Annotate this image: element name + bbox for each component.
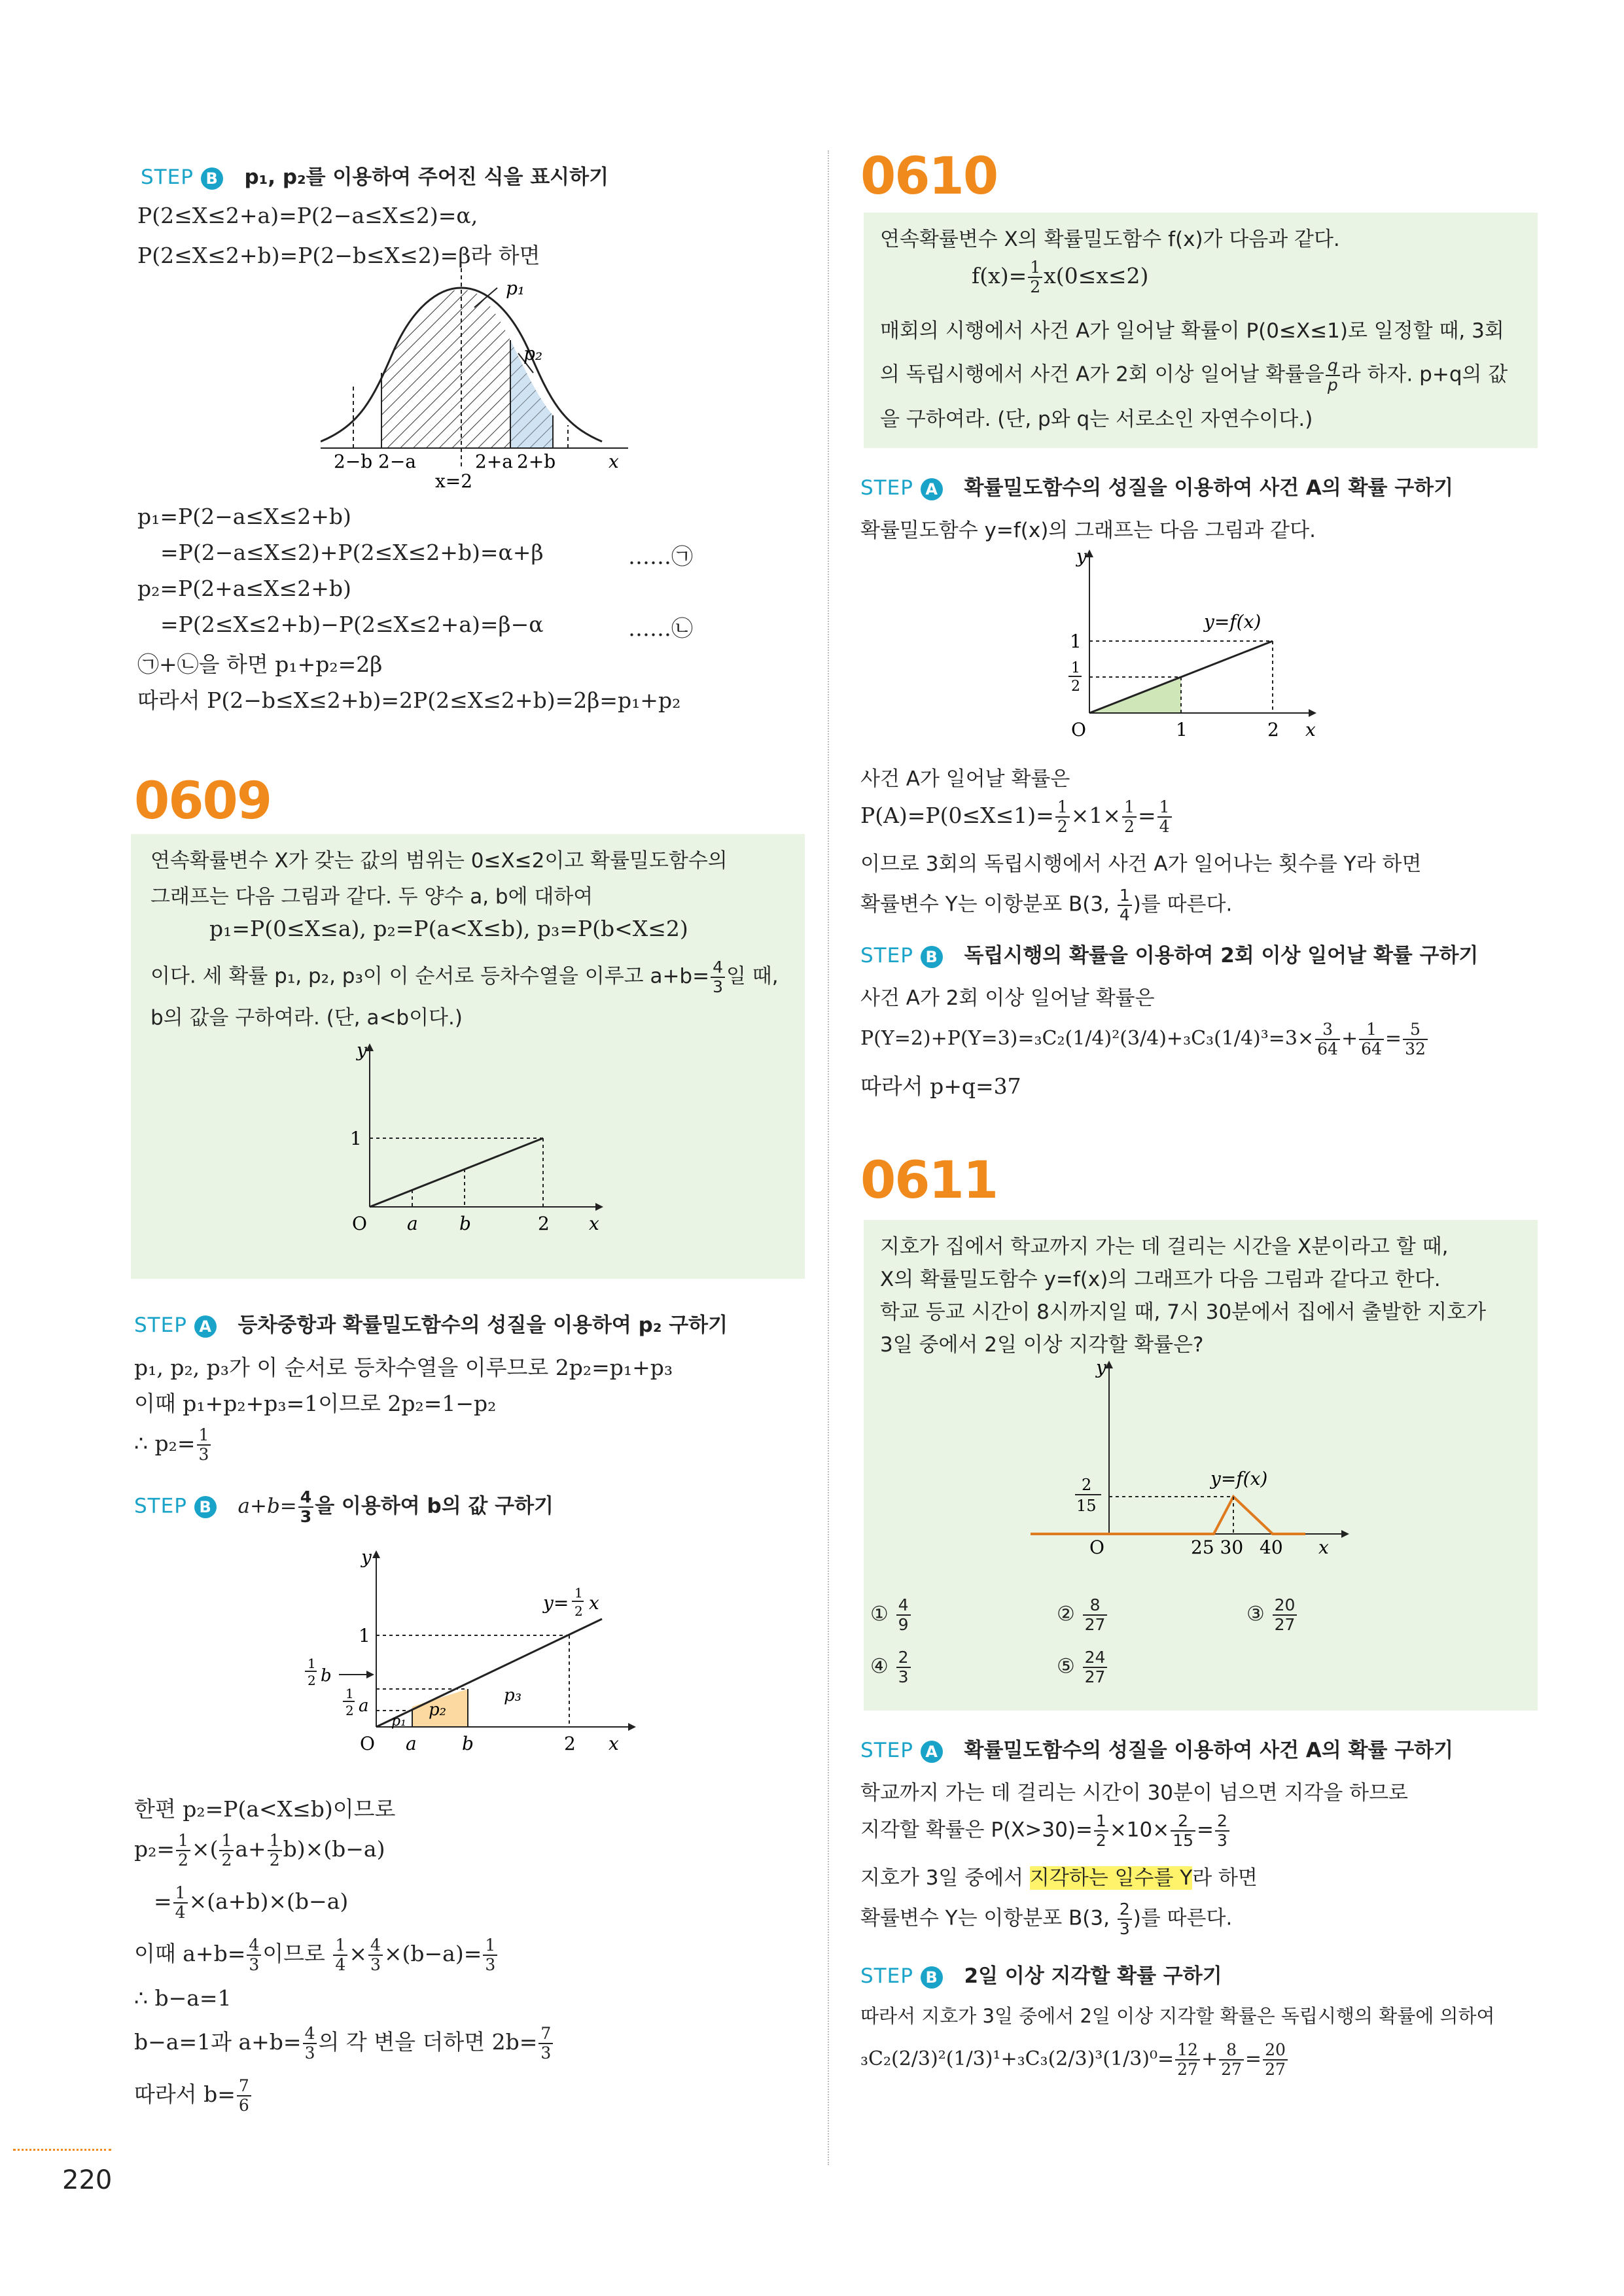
label-p1: p₁ [391, 1713, 406, 1730]
problem-number: 0611 [860, 1151, 998, 1210]
tick-2: 2 [1267, 719, 1279, 740]
step-title: 확률밀도함수의 성질을 이용하여 사건 A의 확률 구하기 [964, 476, 1454, 500]
denominator: 3 [300, 1507, 312, 1526]
page-number-rule [13, 2149, 111, 2151]
text-span: 확률변수 Y는 이항분포 B(3, [860, 892, 1110, 916]
tick-2: 2 [538, 1213, 550, 1234]
tick-d: 15 [1076, 1497, 1097, 1515]
numerator: 2 [1171, 1812, 1195, 1832]
normal-curve-graph [321, 268, 648, 510]
problem-text: 지호가 집에서 학교까지 가는 데 걸리는 시간을 X분이라고 할 때, [880, 1235, 1449, 1259]
denominator: 3 [304, 2044, 315, 2062]
arrow [366, 1671, 374, 1679]
problem-text: p₁=P(0≤X≤a), p₂=P(a<X≤b), p₃=P(b<X≤2) [209, 916, 688, 941]
numerator: 1 [483, 1936, 497, 1956]
problem-text: b의 값을 구하여라. (단, a<b이다.) [150, 1006, 463, 1030]
step-label: STEP [860, 1739, 913, 1762]
y-label: y [1096, 1357, 1106, 1378]
equation-line: ㉠+㉡을 하면 p₁+p₂=2β [137, 652, 383, 677]
denominator: 3 [898, 1667, 909, 1686]
choice-mark: ② [1057, 1602, 1075, 1626]
denominator: 4 [1159, 817, 1170, 836]
numerator: 1 [176, 1832, 190, 1851]
equation-line: =P(2−a≤X≤2)+P(2≤X≤2+b)=α+β [160, 540, 544, 565]
step-badge: A [921, 478, 943, 500]
x-label: x [609, 1733, 619, 1754]
linear-density-graph [334, 1037, 609, 1253]
problem-number: 0610 [860, 147, 998, 206]
denominator: 3 [485, 1955, 496, 1974]
tick-2-b: 2−b [334, 451, 373, 472]
numerator: 1 [1359, 1020, 1384, 1040]
equation-line [134, 2077, 253, 2115]
denominator: 3 [1119, 1919, 1130, 1938]
step-b-header [860, 939, 1478, 968]
fraction [1094, 1812, 1108, 1850]
problem-text: 그래프는 다음 그림과 같다. 두 양수 a, b에 대하여 [150, 885, 593, 909]
denominator: 3 [370, 1955, 381, 1974]
step-label: STEP [860, 944, 913, 967]
numerator: 2 [896, 1648, 911, 1668]
text-span: )를 따른다. [1133, 1906, 1233, 1930]
text-span: p₂= [134, 1836, 175, 1862]
equation-line: p₁=P(2−a≤X≤2+b) [137, 504, 351, 529]
tick-1: 1 [350, 1128, 362, 1149]
fraction [1273, 1596, 1297, 1634]
text-line: 이므로 3회의 독립시행에서 사건 A가 일어나는 횟수를 Y라 하면 [860, 852, 1422, 876]
fraction [538, 2025, 553, 2062]
text-span: 확률변수 Y는 이항분포 B(3, [860, 1906, 1110, 1930]
tick-1: 1 [1176, 719, 1188, 740]
choice-2[interactable] [1057, 1596, 1108, 1634]
numerator: 4 [711, 958, 725, 978]
tick-25-30: 25 30 [1191, 1537, 1244, 1558]
step-title: 을 이용하여 b의 값 구하기 [315, 1494, 554, 1518]
numerator: 2 [1215, 1812, 1229, 1832]
step-title: 2일 이상 지각할 확률 구하기 [964, 1964, 1222, 1988]
numerator: 1 [1118, 886, 1132, 906]
problem-text: 연속확률변수 X의 확률밀도함수 f(x)가 다음과 같다. [880, 228, 1340, 251]
step-title-math: a+b= [238, 1494, 297, 1518]
fraction [483, 1936, 497, 1974]
equation-line: 한편 p₂=P(a<X≤b)이므로 [134, 1796, 396, 1822]
origin: O [352, 1213, 367, 1234]
numerator: 1 [197, 1426, 211, 1446]
equation-line [154, 1884, 348, 1922]
tick-half-b: b [321, 1666, 332, 1686]
numerator: 24 [1083, 1648, 1108, 1668]
frac-half-d: 2 [308, 1673, 316, 1688]
text-span: 이므로 [262, 1941, 325, 1966]
equation-line: P(A)=P(0≤X≤1)= $\frac{1}{2}$ ×1× $\frac{1}{2}$ = $\frac{1}{4}$ [860, 798, 1173, 836]
problem-text [880, 357, 1508, 394]
arrow [1341, 1530, 1349, 1538]
text-span: ∴ p₂= [134, 1431, 196, 1456]
label-p1: p₁ [506, 277, 525, 299]
text-line: 따라서 지호가 3일 중에서 2일 이상 지각할 확률은 독립시행의 확률에 의하여 [860, 2005, 1495, 2027]
text-line: 지각할 확률은 P(X>30)= $\frac{1}{2}$ ×10× $\frac{2}{15}$ = $\frac{2}{3}$ [860, 1812, 1231, 1850]
choice-mark: ④ [870, 1654, 889, 1679]
fraction [1083, 1596, 1108, 1634]
y-label: y [1076, 546, 1087, 567]
denominator: 2 [1095, 1831, 1106, 1850]
text-line: 사건 A가 2회 이상 일어날 확률은 [860, 986, 1155, 1010]
step-label: STEP [860, 476, 913, 500]
numerator: 1 [219, 1832, 234, 1851]
step-label: STEP [141, 165, 194, 189]
numerator: 4 [298, 1488, 313, 1508]
equation-line: ∴ b−a=1 [134, 1985, 232, 2011]
fraction [368, 1936, 383, 1974]
denominator: 3 [1217, 1831, 1227, 1850]
fraction [1263, 2041, 1288, 2079]
text-span: 라 하면 [1192, 1866, 1258, 1890]
step-a-header [860, 1733, 1453, 1763]
equation-line: P(2≤X≤2+a)=P(2−a≤X≤2)=α, [137, 203, 478, 228]
text-span: b−a=1과 a+b= [134, 2029, 302, 2055]
step-title: 등차중항과 확률밀도함수의 성질을 이용하여 p₂ 구하기 [238, 1313, 728, 1337]
numerator: 7 [237, 2077, 251, 2096]
denominator: 2 [221, 1851, 232, 1870]
denominator: 2 [1057, 817, 1068, 836]
text-line: 확률밀도함수 y=f(x)의 그래프는 다음 그림과 같다. [860, 519, 1316, 542]
tick-a: a [406, 1733, 417, 1754]
text-span: f(x)= [972, 263, 1027, 288]
text-span: 의 독립시행에서 사건 A가 2회 이상 일어날 확률을 [880, 362, 1324, 387]
denominator: 27 [1177, 2060, 1198, 2079]
denominator: 6 [238, 2096, 249, 2115]
choice-mark: ③ [1246, 1602, 1265, 1626]
problem-text: 연속확률변수 X가 갖는 값의 범위는 0≤X≤2이고 확률밀도함수의 [150, 849, 728, 873]
label-p2: p₂ [523, 343, 543, 364]
fraction [1326, 357, 1340, 394]
fraction [1028, 258, 1042, 296]
fraction [1359, 1020, 1384, 1058]
line-label-x: x [589, 1592, 599, 1614]
numerator: 8 [1083, 1596, 1108, 1616]
denominator: 4 [175, 1903, 186, 1922]
text-span: 라 하자. p+q의 값 [1341, 362, 1508, 387]
denominator: 2 [178, 1851, 188, 1870]
step-b-header [141, 160, 609, 190]
line-label-frac-d: 2 [574, 1603, 583, 1619]
tick-n: 2 [1082, 1476, 1092, 1494]
tick-2: 2 [564, 1733, 576, 1754]
denominator: 2 [1030, 277, 1041, 296]
numerator: 1 [173, 1884, 188, 1904]
arrow [372, 1550, 380, 1558]
text-span: 이다. 세 확률 p₁, p₂, p₃이 이 순서로 등차수열을 이루고 a+b= [150, 964, 710, 988]
fraction [1083, 1648, 1108, 1686]
numerator: 1 [1028, 258, 1042, 278]
origin: O [1089, 1537, 1104, 1558]
equation-line: P(Y=2)+P(Y=3)=₃C₂(1/4)²(3/4)+₃C₃(1/4)³=3× $\frac{3}{64}$ + $\frac{1}{64}$ = $\frac{5}{32}$ [860, 1020, 1429, 1058]
problem-text: 학교 등교 시간이 8시까지일 때, 7시 30분에서 집에서 출발한 지호가 [880, 1300, 1487, 1324]
denominator: 3 [198, 1445, 209, 1464]
equation-line: 따라서 P(2−b≤X≤2+b)=2P(2≤X≤2+b)=2β=p₁+p₂ [137, 687, 681, 713]
equation-line: p₁, p₂, p₃가 이 순서로 등차수열을 이루므로 2p₂=p₁+p₃ [134, 1355, 673, 1380]
denominator: 27 [1084, 1615, 1106, 1634]
step-badge: A [194, 1315, 217, 1338]
problem-text: 을 구하여라. (단, p와 q는 서로소인 자연수이다.) [880, 408, 1313, 431]
choice-1[interactable] [870, 1596, 912, 1634]
denominator: 15 [1173, 1831, 1194, 1850]
numerator: q [1326, 357, 1340, 376]
denominator: 27 [1221, 2060, 1242, 2079]
numerator: 2 [1118, 1900, 1132, 1920]
text-span: 지호가 3일 중에서 [860, 1866, 1030, 1890]
denominator: 4 [335, 1955, 346, 1974]
line-label: y=f(x) [1210, 1468, 1268, 1489]
fraction [303, 2025, 317, 2062]
numerator: 7 [538, 2025, 553, 2044]
step-title: 독립시행의 확률을 이용하여 2회 이상 일어날 확률 구하기 [964, 944, 1479, 967]
hatched-area [471, 291, 510, 448]
fraction [896, 1596, 911, 1634]
text-line [860, 1861, 1258, 1890]
line-label-frac-n: 1 [574, 1585, 583, 1601]
problem-text: 3일 중에서 2일 이상 지각할 확률은? [880, 1333, 1204, 1357]
tick-1: 1 [359, 1625, 370, 1646]
text-line: 사건 A가 일어날 확률은 [860, 767, 1070, 791]
fraction [1315, 1020, 1340, 1058]
x-label: x [1318, 1537, 1329, 1558]
arrow [628, 1723, 636, 1731]
text-line: 학교까지 가는 데 걸리는 시간이 30분이 넘으면 지각을 하므로 [860, 1781, 1408, 1805]
fraction [1118, 1900, 1132, 1938]
problem-text [972, 258, 1148, 296]
numerator: 4 [368, 1936, 383, 1956]
highlighted-text: 지각하는 일수를 Y [1029, 1866, 1193, 1890]
step-badge: A [921, 1741, 943, 1763]
text-span: = [154, 1888, 172, 1914]
numerator: 1 [1122, 798, 1137, 818]
step-badge: B [194, 1496, 217, 1518]
numerator: 1 [268, 1832, 282, 1851]
page-number: 220 [62, 2165, 113, 2195]
denominator: 9 [898, 1615, 909, 1634]
denominator: 64 [1317, 1039, 1338, 1058]
denominator: p [1327, 375, 1338, 394]
numerator: 20 [1263, 2041, 1288, 2061]
linear-density-graph [1050, 543, 1325, 752]
choice-mark: ① [870, 1602, 889, 1626]
problem-number: 0609 [134, 772, 272, 831]
numerator: 12 [1175, 2041, 1200, 2061]
step-a-header [134, 1308, 728, 1338]
choice-mark: ⑤ [1057, 1654, 1075, 1679]
fraction [219, 1832, 234, 1870]
tick-a: a [407, 1213, 418, 1234]
text-span: P(Y=2)+P(Y=3)=₃C₂(1/4)²(3/4)+₃C₃(1/4)³=3× [860, 1027, 1315, 1050]
text-span: 이때 a+b= [134, 1941, 246, 1966]
choice-3[interactable] [1246, 1596, 1298, 1634]
y-label: y [361, 1546, 372, 1568]
numerator: 20 [1273, 1596, 1297, 1616]
arrow [595, 1203, 603, 1211]
step-b-header [860, 1959, 1222, 1989]
column-divider [828, 150, 829, 2165]
triangle-density-graph [1024, 1354, 1364, 1570]
equation-line: P(2≤X≤2+b)=P(2−b≤X≤2)=β라 하면 [137, 243, 540, 268]
denominator: 2 [1124, 817, 1135, 836]
equation-line: 이때 a+b= $\frac{4}{3}$ 이므로 $\frac{1}{4}$ × $\frac{4}{3}$ ×(b−a)= $\frac{1}{3}$ [134, 1936, 499, 1974]
tick-half-a: a [359, 1696, 369, 1716]
density-line [370, 1138, 543, 1207]
fraction [1118, 886, 1132, 924]
x-label: x [1305, 719, 1316, 740]
label-p2: p₂ [429, 1700, 447, 1720]
fraction [1403, 1020, 1428, 1058]
fraction [333, 1936, 347, 1974]
tick-b: b [462, 1733, 474, 1754]
fraction [1171, 1812, 1195, 1850]
numerator: 1 [1055, 798, 1070, 818]
numerator: 1 [1157, 798, 1172, 818]
problem-text: 매회의 시행에서 사건 A가 일어날 확률이 P(0≤X≤1)로 일정할 때, 3회 [880, 319, 1504, 343]
equation-line: =P(2≤X≤2+b)−P(2≤X≤2+a)=β−α [160, 612, 544, 637]
equation-line [134, 2025, 554, 2062]
step-badge: B [201, 167, 223, 190]
area-split-graph [301, 1544, 641, 1766]
tick-2-a: 2−a [378, 451, 416, 472]
text-span: ×(a+b)×(b−a) [188, 1888, 349, 1914]
equation-tag: ……㉠ [628, 544, 693, 569]
equation-line: 이때 p₁+p₂+p₃=1이므로 2p₂=1−p₂ [134, 1391, 497, 1416]
denominator: 32 [1405, 1039, 1426, 1058]
fraction [1122, 798, 1137, 836]
denominator: 27 [1084, 1667, 1106, 1686]
step-badge: B [921, 946, 943, 968]
problem-text [150, 958, 779, 996]
step-title: p₁, p₂를 이용하여 주어진 식을 표시하기 [244, 165, 609, 189]
origin: O [1071, 719, 1086, 740]
numerator: 4 [896, 1596, 911, 1616]
fraction [247, 1936, 261, 1974]
denominator: 27 [1274, 1615, 1296, 1634]
text-span: ×(b−a) [305, 1836, 385, 1862]
numerator: 1 [1094, 1812, 1108, 1832]
frac-half-n: 1 [308, 1656, 316, 1671]
step-b-header [134, 1488, 554, 1526]
equation-line [134, 1426, 212, 1464]
tick-2+b: 2+b [517, 451, 556, 472]
hatched-area [381, 290, 471, 448]
denominator: 27 [1265, 2060, 1286, 2079]
step-label: STEP [860, 1964, 913, 1988]
equation-tag: ……㉡ [628, 616, 693, 641]
tick-half-n: 1 [1071, 660, 1080, 676]
fraction [1157, 798, 1172, 836]
step-badge: B [921, 1966, 943, 1989]
line-label: y=f(x) [1204, 611, 1262, 633]
text-span: ×(b−a)= [383, 1941, 482, 1966]
fraction [1215, 1812, 1229, 1850]
equation-line: p₂=P(2+a≤X≤2+b) [137, 576, 351, 601]
equation-line: p₂= $\frac{1}{2}$ ×( $\frac{1}{2}$ a+ $\frac{1}{2}$ b)×(b−a) [134, 1831, 385, 1870]
y-label: y [357, 1039, 367, 1061]
text-line [860, 1900, 1232, 1938]
choice-4[interactable] [870, 1648, 912, 1686]
fraction [237, 2077, 251, 2115]
label-x-eq-2: x=2 [435, 470, 473, 492]
fraction [711, 958, 725, 996]
step-title: 확률밀도함수의 성질을 이용하여 사건 A의 확률 구하기 [964, 1739, 1454, 1762]
denominator: 64 [1361, 1039, 1382, 1058]
text-span: )를 따른다. [1133, 892, 1233, 916]
arrow [1309, 709, 1316, 717]
step-label: STEP [134, 1313, 187, 1337]
step-a-header [860, 471, 1453, 500]
text-line [860, 886, 1232, 924]
tick-1: 1 [1070, 631, 1082, 652]
denominator: 2 [269, 1851, 280, 1870]
text-span: ₃C₂(2/3)²(1/3)¹+₃C₃(2/3)³(1/3)⁰= [860, 2047, 1174, 2070]
frac-half-n: 1 [345, 1686, 354, 1701]
line-label: y= [543, 1592, 569, 1614]
choice-5[interactable] [1057, 1648, 1108, 1686]
label-p3: p₃ [504, 1686, 522, 1705]
tick-2+a: 2+a [475, 451, 513, 472]
frac-half-d: 2 [345, 1703, 354, 1718]
denominator: 3 [713, 977, 723, 996]
origin: O [360, 1733, 375, 1754]
tick-b: b [459, 1213, 471, 1234]
x-label: x [589, 1213, 599, 1234]
numerator: 4 [247, 1936, 261, 1956]
fraction [298, 1488, 313, 1526]
tick-half-d: 2 [1071, 678, 1080, 695]
text-span: 지각할 확률은 P(X>30)= [860, 1818, 1093, 1842]
problem-text: X의 확률밀도함수 y=f(x)의 그래프가 다음 그림과 같다고 한다. [880, 1268, 1441, 1291]
numerator: 3 [1315, 1020, 1340, 1040]
fraction [268, 1832, 282, 1870]
fraction [1055, 798, 1070, 836]
fraction [1219, 2041, 1244, 2079]
text-span: 일 때, [726, 964, 779, 988]
fraction [173, 1884, 188, 1922]
text-span: 따라서 b= [134, 2081, 236, 2107]
numerator: 5 [1403, 1020, 1428, 1040]
fraction [197, 1426, 211, 1464]
fraction [1175, 2041, 1200, 2079]
denominator: 3 [249, 1955, 260, 1974]
step-label: STEP [134, 1494, 187, 1518]
denominator: 4 [1119, 905, 1130, 924]
x-label: x [609, 451, 619, 472]
fraction [896, 1648, 911, 1686]
numerator: 1 [333, 1936, 347, 1956]
tick-40: 40 [1260, 1537, 1283, 1558]
text-span: 의 각 변을 더하면 2b= [318, 2029, 538, 2055]
fraction [176, 1832, 190, 1870]
denominator: 3 [540, 2044, 552, 2062]
equation-line: ₃C₂(2/3)²(1/3)¹+₃C₃(2/3)³(1/3)⁰= $\frac{12}{27}$ + $\frac{8}{27}$ = $\frac{20}{27}$ [860, 2041, 1289, 2079]
numerator: 4 [303, 2025, 317, 2044]
text-span: P(A)=P(0≤X≤1)= [860, 803, 1054, 828]
text-span: x(0≤x≤2) [1044, 263, 1149, 288]
density-polyline [1031, 1497, 1305, 1534]
numerator: 8 [1219, 2041, 1244, 2061]
equation-line: 따라서 p+q=37 [860, 1073, 1021, 1099]
